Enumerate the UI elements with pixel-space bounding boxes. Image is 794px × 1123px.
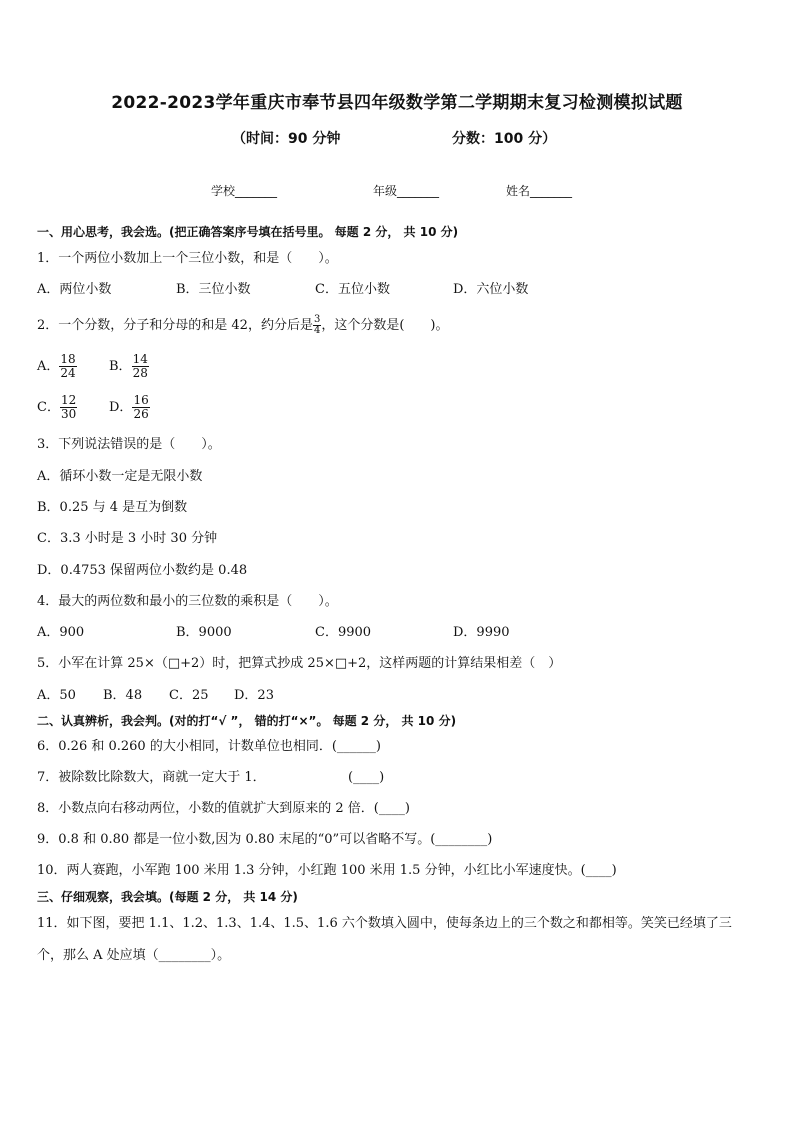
question-11-line-2: 个，那么 A 处应填（________）。 bbox=[37, 948, 231, 963]
section-heading-2: 二、认真辨析，我会判。(对的打“√ ”， 错的打“×”。 每题 2 分， 共 10 分) bbox=[37, 714, 457, 728]
q4-option-c: C．9900 bbox=[315, 625, 372, 640]
grade-field: 年级_______ bbox=[373, 184, 440, 198]
q7-answer-blank: (____) bbox=[348, 770, 385, 785]
fraction-denominator: 28 bbox=[132, 366, 148, 380]
question-10: 10．两人赛跑，小军跑 100 米用 1.3 分钟，小红跑 100 米用 1.5 分钟，小红比小军速度快。(____) bbox=[37, 863, 617, 878]
q5-option-c: C．25 bbox=[169, 688, 209, 703]
option-fraction bbox=[132, 353, 149, 380]
question-2 bbox=[37, 314, 448, 338]
q2-option-b bbox=[109, 352, 149, 382]
q5-option-d: D．23 bbox=[234, 688, 274, 703]
q2-option-d bbox=[109, 393, 150, 423]
question-6: 6．0.26 和 0.260 的大小相同，计数单位也相同．(______) bbox=[37, 739, 381, 754]
q1-option-d: D．六位小数 bbox=[453, 282, 529, 297]
q4-option-b: B．9000 bbox=[176, 625, 232, 640]
question-9: 9．0.8 和 0.80 都是一位小数,因为 0.80 末尾的“0”可以省略不写。(________) bbox=[37, 832, 493, 847]
question-8: 8．小数点向右移动两位，小数的值就扩大到原来的 2 倍．(____) bbox=[37, 801, 410, 816]
q5-option-b: B．48 bbox=[103, 688, 143, 703]
fraction-numerator: 16 bbox=[133, 393, 149, 407]
section-heading-3: 三、仔细观察，我会填。(每题 2 分， 共 14 分) bbox=[37, 890, 298, 904]
q5-option-a: A．50 bbox=[37, 688, 76, 703]
fraction-numerator: 3 bbox=[313, 314, 321, 325]
fraction-numerator: 12 bbox=[60, 393, 77, 407]
q2-option-a bbox=[37, 352, 77, 382]
question-7: 7．被除数比除数大，商就一定大于 1． bbox=[37, 770, 266, 785]
fraction-numerator: 14 bbox=[132, 352, 148, 366]
q2-option-c bbox=[37, 393, 77, 423]
q4-option-a: A．900 bbox=[37, 625, 85, 640]
q4-option-d: D．9990 bbox=[453, 625, 510, 640]
question-4: 4．最大的两位数和最小的三位数的乘积是（ ）。 bbox=[37, 594, 338, 609]
name-field: 姓名_______ bbox=[506, 184, 573, 198]
q2-text-after: ，这个分数是( )。 bbox=[321, 318, 449, 333]
q1-option-a: A．两位小数 bbox=[37, 282, 112, 297]
option-label: C． bbox=[37, 400, 60, 415]
option-fraction bbox=[60, 394, 77, 421]
fraction-denominator: 4 bbox=[313, 325, 321, 336]
exam-time: （时间：90 分钟 bbox=[232, 131, 341, 147]
question-1: 1．一个两位小数加上一个三位小数，和是（ ）。 bbox=[37, 251, 338, 266]
school-field: 学校_______ bbox=[211, 184, 278, 198]
q2-text-before: 2．一个分数，分子和分母的和是 42，约分后是 bbox=[37, 318, 313, 333]
fraction-numerator: 18 bbox=[60, 352, 76, 366]
q1-option-c: C．五位小数 bbox=[315, 282, 390, 297]
q3-option-c: C．3.3 小时是 3 小时 30 分钟 bbox=[37, 531, 218, 546]
q3-option-b: B．0.25 与 4 是互为倒数 bbox=[37, 500, 188, 515]
fraction-denominator: 24 bbox=[60, 366, 76, 380]
option-label: A． bbox=[37, 359, 60, 374]
q3-option-d: D．0.4753 保留两位小数约是 0.48 bbox=[37, 563, 248, 578]
q3-option-a: A．循环小数一定是无限小数 bbox=[37, 469, 203, 484]
option-label: B． bbox=[109, 359, 132, 374]
question-5: 5．小军在计算 25×（□+2）时，把算式抄成 25×□+2，这样两题的计算结果相差（ ） bbox=[37, 656, 562, 671]
exam-score: 分数：100 分） bbox=[452, 131, 557, 147]
option-fraction bbox=[132, 394, 149, 421]
option-label: D． bbox=[109, 400, 133, 415]
question-3: 3．下列说法错误的是（ ）。 bbox=[37, 437, 221, 452]
page-title: 2022-2023学年重庆市奉节县四年级数学第二学期期末复习检测模拟试题 bbox=[111, 93, 683, 113]
fraction-denominator: 26 bbox=[133, 407, 149, 421]
q1-option-b: B．三位小数 bbox=[176, 282, 251, 297]
fraction-denominator: 30 bbox=[60, 407, 77, 421]
option-fraction bbox=[59, 353, 76, 380]
question-11-line-1: 11．如下图，要把 1.1、1.2、1.3、1.4、1.5、1.6 六个数填入圆中，使每条边上的三个数之和都相等。笑笑已经填了三 bbox=[37, 916, 732, 931]
section-heading-1: 一、用心思考，我会选。(把正确答案序号填在括号里。 每题 2 分， 共 10 分) bbox=[37, 225, 459, 239]
